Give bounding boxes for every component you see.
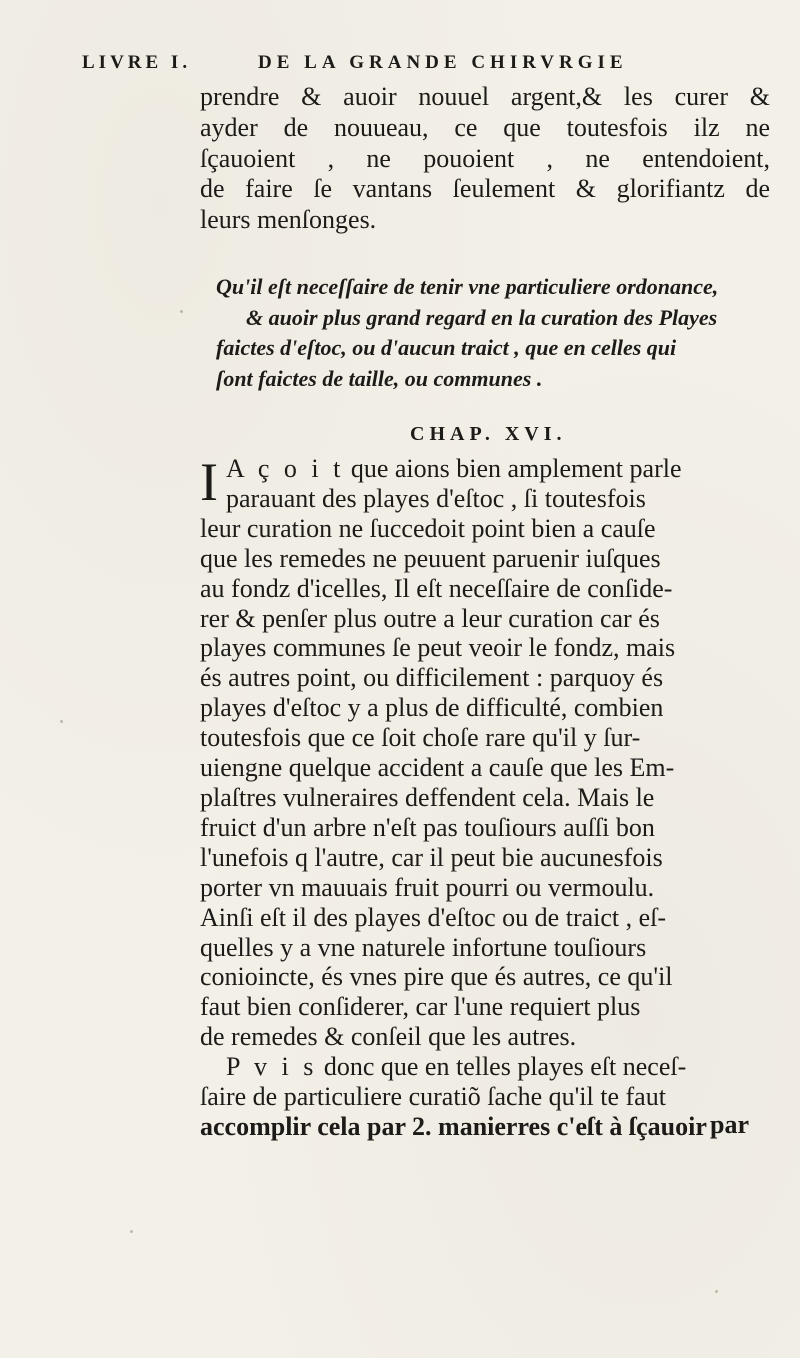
text-line: rer & penſer plus outre a leur curation car és	[200, 603, 660, 633]
text-line: conioincte, és vnes pire que és autres, ce qu'il	[200, 962, 673, 992]
text-line: toutesfois que ce ſoit choſe rare qu'il y ſur-	[200, 723, 641, 753]
text-line: parauant des playes d'eſtoc , ſi toutesfois	[225, 483, 646, 513]
text-line: ſçauoient , ne pouoient , ne entendoient,	[200, 143, 770, 173]
first-word: P v i s	[226, 1052, 318, 1082]
text-line: au fondz d'icelles, Il eſt neceſſaire de conſide-	[200, 573, 673, 603]
text-segment: donc que en telles playes eſt neceſ-	[317, 1052, 687, 1082]
text-line: ſaire de particuliere curatiõ ſache qu'il te faut	[200, 1082, 666, 1112]
text-line: prendre & auoir nouuel argent,& les curer &	[200, 82, 770, 111]
text-line: plaſtres vulneraires deffendent cela. Mais le	[200, 782, 655, 812]
text-segment: que aions bien amplement parle	[344, 454, 682, 483]
paper-speck	[180, 310, 183, 313]
text-line: leur curation ne ſuccedoit point bien a cauſe	[200, 513, 656, 543]
text-line: ayder de nouueau, ce que toutesfois ilz ne	[200, 112, 770, 142]
text-line: fruict d'un arbre n'eſt pas touſiours auſſi bon	[200, 812, 655, 842]
heading-line: Qu'il eſt neceſſaire de tenir vne particuliere ordonance,	[216, 274, 719, 299]
first-word: A ç o i t	[225, 454, 345, 483]
text-line: playes d'eſtoc y a plus de difficulté, combien	[200, 693, 664, 723]
drop-cap: I	[200, 452, 218, 512]
text-line: que les remedes ne peuuent paruenir iuſques	[200, 543, 661, 573]
text-line: de remedes & conſeil que les autres.	[200, 1022, 577, 1052]
paragraph-2	[200, 454, 770, 1142]
text-line: playes communes ſe peut veoir le fondz, mais	[200, 633, 676, 663]
text-line: l'unefois q l'autre, car il peut bie aucunesfois	[200, 842, 663, 872]
chapter-heading-italic	[216, 272, 772, 394]
running-head	[82, 52, 760, 80]
running-head-book: LIVRE I.	[82, 52, 192, 73]
paper-speck	[715, 1290, 718, 1293]
text-line: quelles y a vne naturele infortune touſiours	[200, 932, 647, 962]
text-line: accomplir cela par 2. manierres c'eſt à ſçauoir	[200, 1111, 707, 1141]
heading-line: & auoir plus grand regard en la curation des Playes	[246, 304, 718, 330]
text-line	[200, 1052, 770, 1082]
chapter-title: CHAP. XVI.	[410, 423, 567, 445]
text-line	[200, 454, 770, 484]
running-head-title: DE LA GRANDE CHIRVRGIE	[258, 52, 628, 73]
text-line: porter vn mauuais fruit pourri ou vermoulu.	[200, 872, 655, 902]
heading-line: faictes d'eſtoc, ou d'aucun traict , que en celles qui	[216, 335, 677, 361]
catchword: par	[710, 1110, 749, 1139]
paper-speck	[60, 720, 63, 723]
paragraph-1	[200, 82, 770, 236]
paper-speck	[130, 1230, 133, 1233]
heading-line: ſont faictes de taille, ou communes .	[216, 365, 543, 391]
text-line: de faire ſe vantans ſeulement & glorifiantz de	[200, 174, 770, 204]
text-line: faut bien conſiderer, car l'une requiert plus	[200, 992, 641, 1022]
text-line: uiengne quelque accident a cauſe que les Em-	[200, 753, 675, 783]
text-line: leurs menſonges.	[200, 205, 377, 235]
text-line: Ainſi eſt il des playes d'eſtoc ou de traict , eſ-	[200, 902, 667, 932]
text-line: és autres point, ou difficilement : parquoy és	[200, 663, 664, 693]
